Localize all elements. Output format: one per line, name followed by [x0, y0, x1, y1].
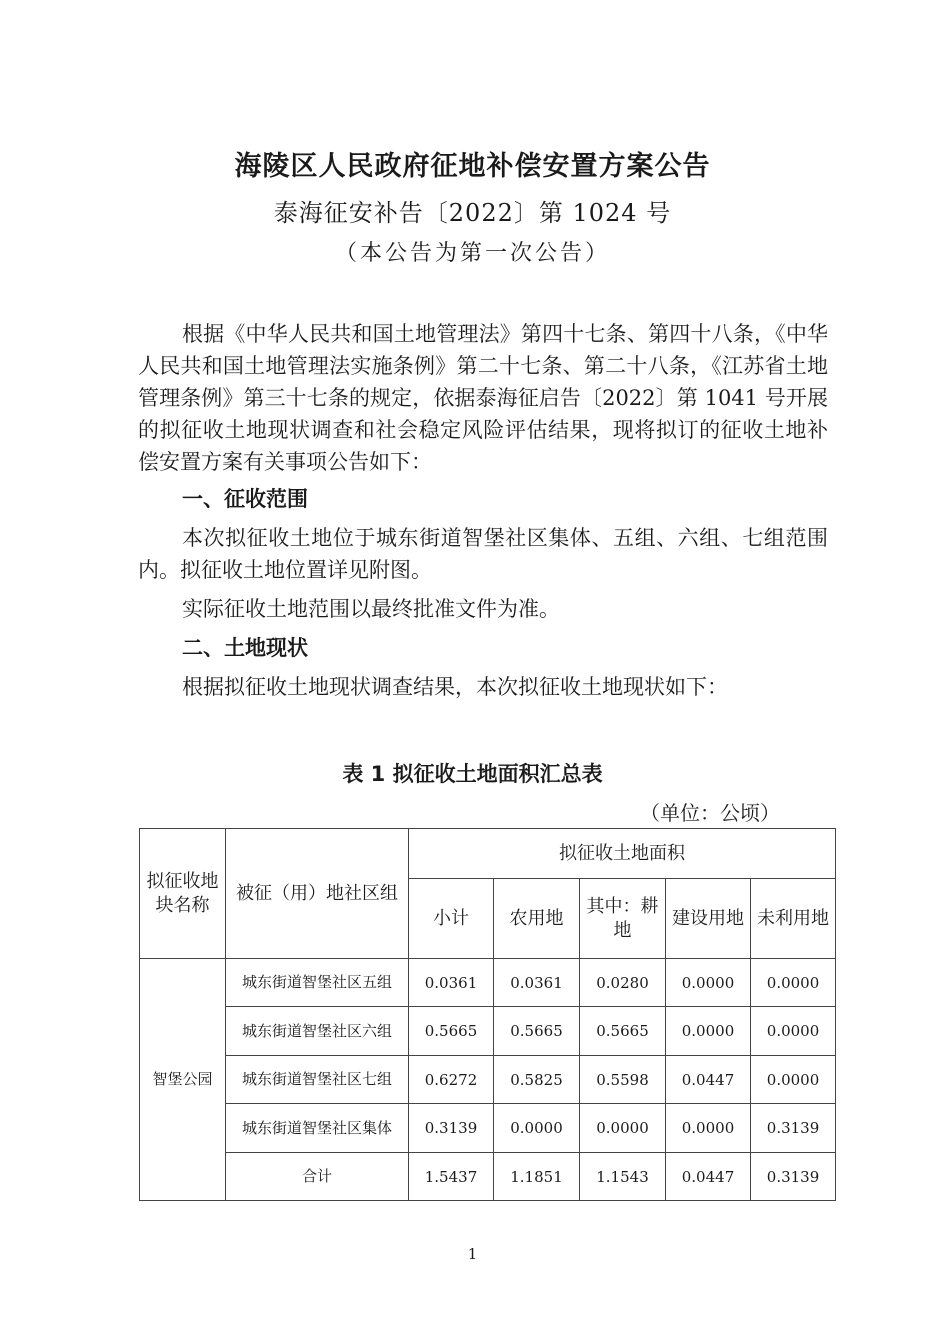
- table-unit: （单位：公顷）: [640, 801, 780, 825]
- agricultural-cell: 0.0361: [494, 959, 580, 1007]
- status-paragraph: 根据拟征收土地现状调查结果，本次拟征收土地现状如下：: [182, 675, 728, 699]
- section-heading-status: 二、土地现状: [182, 636, 308, 660]
- subtotal-cell: 0.3139: [409, 1104, 494, 1153]
- subtotal-cell: 0.6272: [409, 1056, 494, 1104]
- document-title: 海陵区人民政府征地补偿安置方案公告: [234, 151, 711, 182]
- document-number: 泰海征安补告〔2022〕第 1024 号: [273, 199, 672, 227]
- group-cell: 城东街道智堡社区六组: [226, 1007, 409, 1056]
- subtotal-cell: 0.5665: [409, 1007, 494, 1056]
- unused-cell: 0.3139: [751, 1104, 836, 1153]
- table-row: [140, 1056, 836, 1104]
- agricultural-cell: 0.5665: [494, 1007, 580, 1056]
- subtotal-cell: 0.0361: [409, 959, 494, 1007]
- intro-paragraph: 根据《中华人民共和国土地管理法》第四十七条、第四十八条，《中华人民共和国土地管理法实施条例》第二十七条、第二十八条，《江苏省土地管理条例》第三十七条的规定，依据泰海征启告〔2022〕第 1041 号开展的拟征收土地现状调查和社会稳定风险评估结果，现将拟订的征收土地补偿安置方案有关事项公告如下：: [138, 322, 828, 474]
- total-agricultural-cell: 1.1851: [494, 1153, 580, 1201]
- header-farmland: 其中：耕地: [580, 879, 666, 959]
- agricultural-cell: 0.5825: [494, 1056, 580, 1104]
- unused-cell: 0.0000: [751, 1056, 836, 1104]
- group-cell: 城东街道智堡社区集体: [226, 1104, 409, 1153]
- construction-cell: 0.0447: [666, 1056, 751, 1104]
- header-block-name: 拟征收地块名称: [140, 829, 226, 959]
- farmland-cell: 0.0000: [580, 1104, 666, 1153]
- total-farmland-cell: 1.1543: [580, 1153, 666, 1201]
- block-name-cell: 智堡公园: [140, 959, 226, 1201]
- agricultural-cell: 0.0000: [494, 1104, 580, 1153]
- header-area-group: 拟征收土地面积: [409, 829, 836, 879]
- header-construction: 建设用地: [666, 879, 751, 959]
- land-area-table: [139, 828, 836, 1201]
- construction-cell: 0.0000: [666, 1007, 751, 1056]
- unused-cell: 0.0000: [751, 1007, 836, 1056]
- document-body: [138, 318, 828, 703]
- table-row: [140, 1104, 836, 1153]
- header-unused: 未利用地: [751, 879, 836, 959]
- group-cell: 城东街道智堡社区五组: [226, 959, 409, 1007]
- table-row: [140, 1007, 836, 1056]
- table-total-row: [140, 1153, 836, 1201]
- header-community-group: 被征（用）地社区组: [226, 829, 409, 959]
- page-number: 1: [467, 1245, 478, 1263]
- farmland-cell: 0.5598: [580, 1056, 666, 1104]
- total-construction-cell: 0.0447: [666, 1153, 751, 1201]
- table-row: [140, 959, 836, 1007]
- total-label-cell: 合计: [226, 1153, 409, 1201]
- section-heading-scope: 一、征收范围: [182, 487, 308, 511]
- scope-note-paragraph: 实际征收土地范围以最终批准文件为准。: [182, 597, 560, 621]
- total-subtotal-cell: 1.5437: [409, 1153, 494, 1201]
- scope-paragraph: 本次拟征收土地位于城东街道智堡社区集体、五组、六组、七组范围内。拟征收土地位置详见附图。: [138, 526, 828, 582]
- farmland-cell: 0.0280: [580, 959, 666, 1007]
- header-agricultural: 农用地: [494, 879, 580, 959]
- header-subtotal: 小计: [409, 879, 494, 959]
- group-cell: 城东街道智堡社区七组: [226, 1056, 409, 1104]
- table-title: 表 1 拟征收土地面积汇总表: [342, 762, 603, 786]
- farmland-cell: 0.5665: [580, 1007, 666, 1056]
- table-header-row: [140, 829, 836, 879]
- construction-cell: 0.0000: [666, 1104, 751, 1153]
- total-unused-cell: 0.3139: [751, 1153, 836, 1201]
- construction-cell: 0.0000: [666, 959, 751, 1007]
- notice-round: （本公告为第一次公告）: [334, 241, 610, 266]
- unused-cell: 0.0000: [751, 959, 836, 1007]
